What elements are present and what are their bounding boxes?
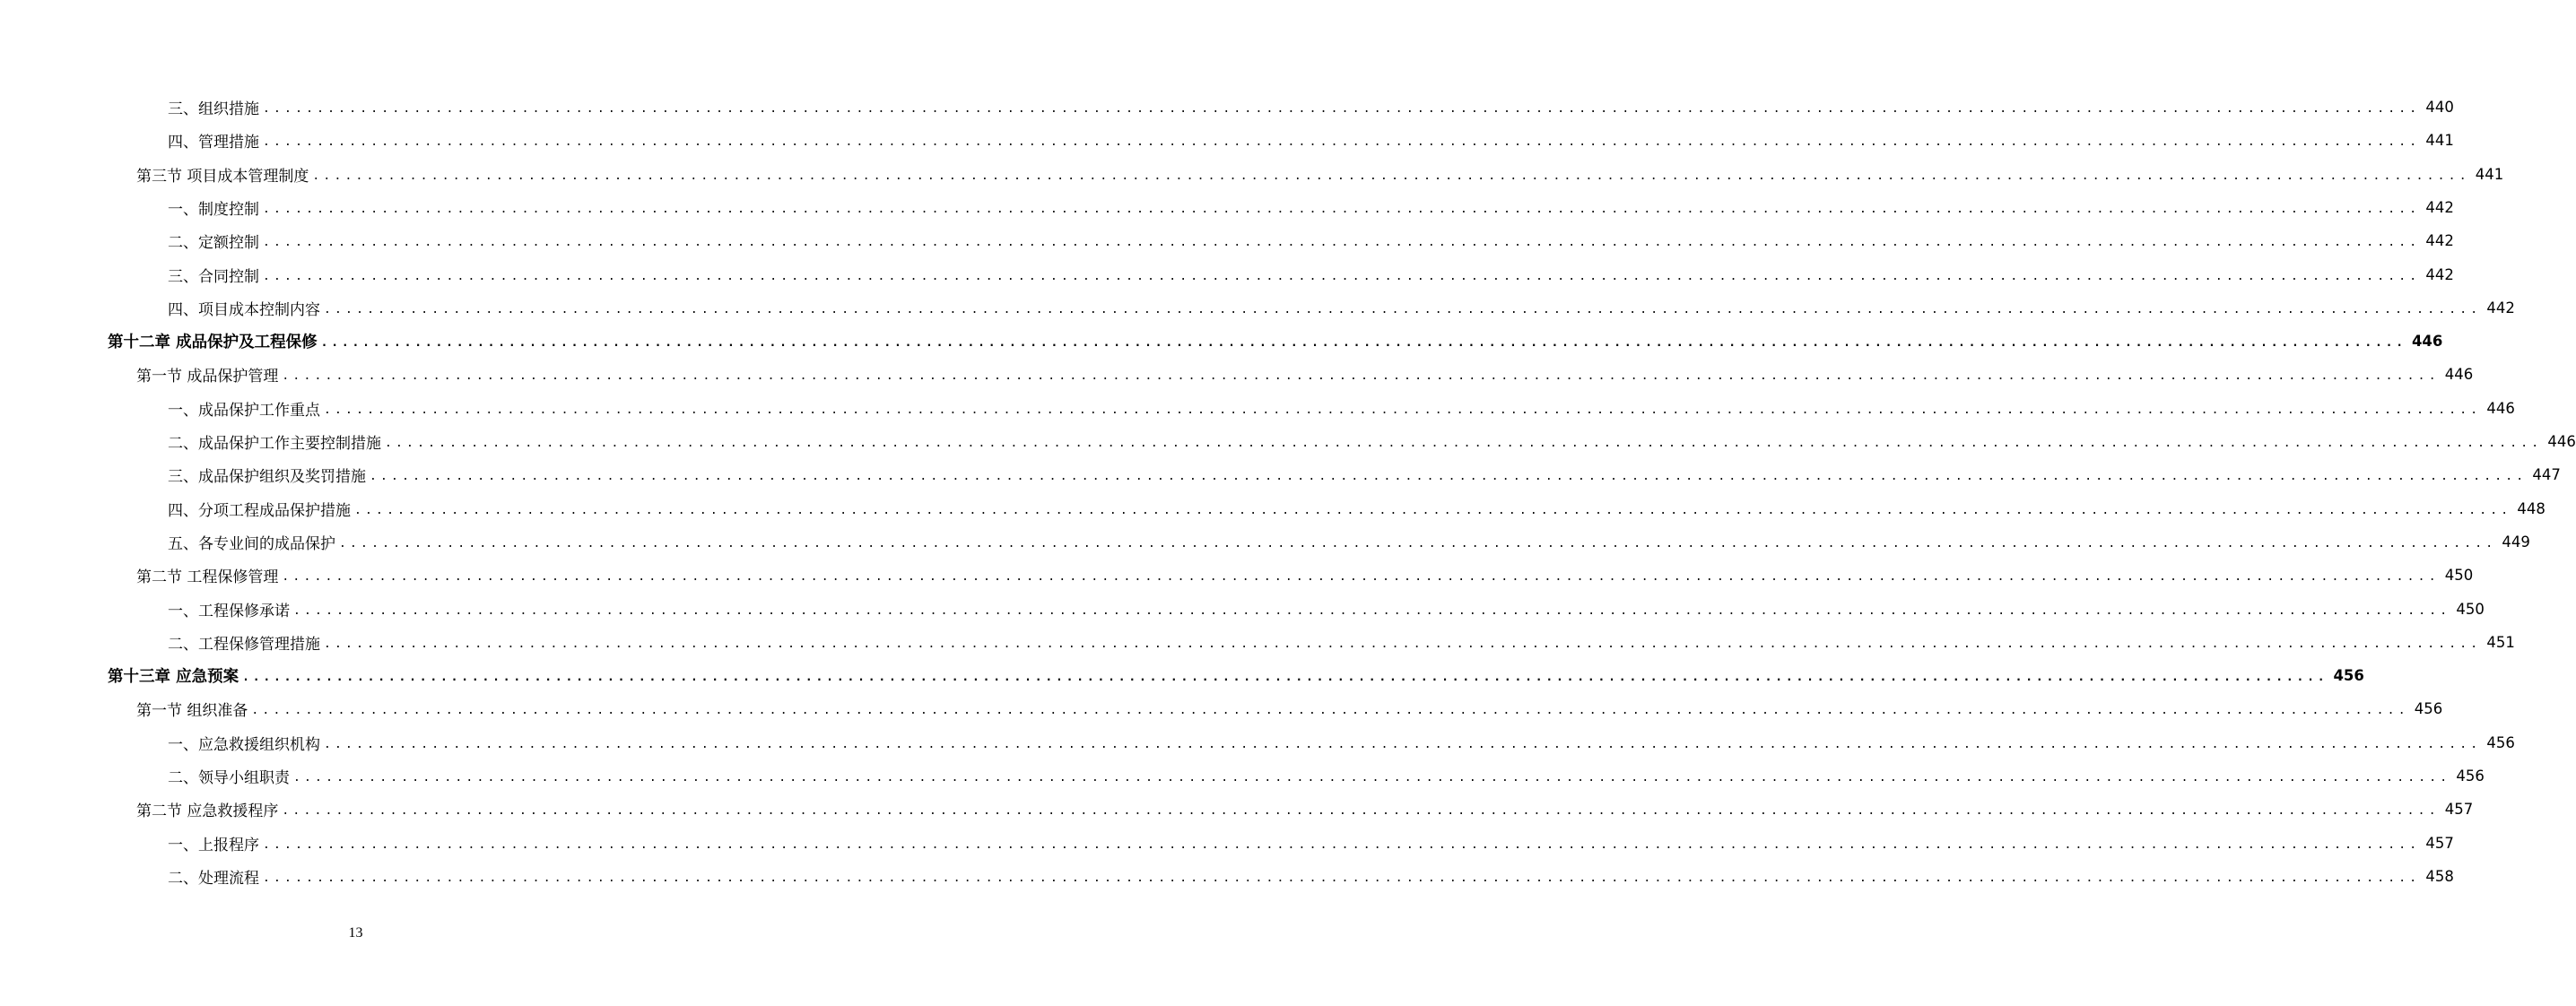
toc-dot-leader: ........................................................................................................................................................................................................ bbox=[324, 637, 2482, 651]
toc-dot-leader: ........................................................................................................................................................................................................ bbox=[324, 302, 2482, 317]
toc-entry-title: 四、项目成本控制内容 bbox=[168, 300, 320, 319]
toc-entry-title: 一、上报程序 bbox=[168, 836, 259, 854]
toc-dot-leader: ........................................................................................................................................................................................................ bbox=[370, 470, 2528, 484]
toc-entry-page: 446 bbox=[2486, 399, 2515, 417]
toc-item-entry[interactable] bbox=[168, 759, 2485, 793]
toc-item-entry[interactable] bbox=[168, 525, 2530, 559]
toc-item-entry[interactable] bbox=[168, 593, 2485, 626]
toc-dot-leader: ........................................................................................................................................................................................................ bbox=[263, 871, 2421, 885]
toc-entry-title: 二、处理流程 bbox=[168, 869, 259, 888]
toc-dot-leader: ........................................................................................................................................................................................................ bbox=[242, 671, 2328, 685]
toc-dot-leader: ........................................................................................................................................................................................................ bbox=[312, 169, 2470, 183]
toc-item-entry[interactable] bbox=[168, 827, 2454, 860]
toc-item-entry[interactable] bbox=[168, 458, 2561, 491]
toc-dot-leader: ........................................................................................................................................................................................................ bbox=[385, 437, 2543, 450]
toc-entry-title: 一、工程保修承诺 bbox=[168, 602, 290, 620]
toc-entry-title: 第二节 工程保修管理 bbox=[136, 568, 279, 587]
toc-entry-page: 442 bbox=[2425, 198, 2454, 216]
toc-section-entry[interactable] bbox=[136, 158, 2504, 191]
toc-item-entry[interactable] bbox=[168, 291, 2515, 325]
toc-entry-title: 一、成品保护工作重点 bbox=[168, 401, 320, 420]
toc-entry-page: 450 bbox=[2444, 567, 2474, 585]
toc-section-entry[interactable] bbox=[136, 692, 2443, 725]
toc-entry-page: 446 bbox=[2547, 433, 2576, 450]
toc-item-entry[interactable] bbox=[168, 191, 2454, 224]
toc-entry-page: 456 bbox=[2486, 733, 2515, 751]
toc-entry-page: 446 bbox=[2411, 333, 2443, 351]
toc-entry-title: 二、成品保护工作主要控制措施 bbox=[168, 435, 381, 453]
toc-entry-page: 446 bbox=[2444, 366, 2474, 384]
toc-dot-leader: ........................................................................................................................................................................................................ bbox=[251, 704, 2409, 718]
toc-entry-title: 四、管理措施 bbox=[168, 134, 259, 152]
toc-entry-page: 456 bbox=[2414, 700, 2443, 718]
toc-entry-title: 第二节 应急救援程序 bbox=[136, 802, 279, 821]
toc-entry-title: 二、领导小组职责 bbox=[168, 769, 290, 787]
toc-entry-title: 一、制度控制 bbox=[168, 200, 259, 219]
toc-entry-title: 三、成品保护组织及奖罚措施 bbox=[168, 468, 366, 487]
toc-entry-title: 第一节 组织准备 bbox=[136, 702, 248, 721]
toc-dot-leader: ........................................................................................................................................................................................................ bbox=[263, 837, 2421, 852]
toc-item-entry[interactable] bbox=[168, 224, 2454, 257]
toc-section-entry[interactable] bbox=[136, 358, 2474, 391]
toc-entry-title: 三、合同控制 bbox=[168, 267, 259, 286]
toc-entry-title: 第十二章 成品保护及工程保修 bbox=[108, 334, 318, 352]
toc-dot-leader: ........................................................................................................................................................................................................ bbox=[324, 737, 2482, 751]
toc-entry-title: 一、应急救援组织机构 bbox=[168, 735, 320, 754]
toc-entry-title: 第三节 项目成本管理制度 bbox=[136, 167, 309, 186]
toc-dot-leader: ........................................................................................................................................................................................................ bbox=[339, 536, 2497, 551]
toc-dot-leader: ........................................................................................................................................................................................................ bbox=[320, 336, 2406, 351]
toc-entry-page: 456 bbox=[2456, 768, 2485, 785]
toc-entry-page: 457 bbox=[2425, 834, 2454, 852]
toc-entry-page: 442 bbox=[2425, 232, 2454, 250]
toc-dot-leader: ........................................................................................................................................................................................................ bbox=[293, 771, 2451, 785]
page-number: 13 bbox=[348, 925, 363, 941]
toc-entry-page: 451 bbox=[2486, 633, 2515, 651]
toc-dot-leader: ........................................................................................................................................................................................................ bbox=[282, 804, 2440, 819]
toc-entry-page: 442 bbox=[2425, 265, 2454, 283]
toc-dot-leader: ........................................................................................................................................................................................................ bbox=[263, 135, 2421, 150]
toc-entry-page: 441 bbox=[2475, 165, 2504, 183]
toc-entry-title: 二、定额控制 bbox=[168, 234, 259, 253]
toc-item-entry[interactable] bbox=[168, 626, 2515, 659]
toc-dot-leader: ........................................................................................................................................................................................................ bbox=[263, 236, 2421, 250]
toc-section-entry[interactable] bbox=[136, 793, 2474, 826]
toc-dot-leader: ........................................................................................................................................................................................................ bbox=[282, 369, 2440, 384]
toc-entry-page: 447 bbox=[2532, 466, 2561, 484]
toc-item-entry[interactable] bbox=[168, 91, 2454, 124]
toc-dot-leader: ........................................................................................................................................................................................................ bbox=[293, 603, 2451, 618]
toc-entry-page: 440 bbox=[2425, 99, 2454, 116]
toc-item-entry[interactable] bbox=[168, 726, 2515, 759]
toc-dot-leader: ........................................................................................................................................................................................................ bbox=[263, 202, 2421, 216]
toc-entry-title: 三、组织措施 bbox=[168, 100, 259, 118]
toc-entry-page: 441 bbox=[2425, 132, 2454, 150]
toc-item-entry[interactable] bbox=[168, 258, 2454, 291]
toc-chapter-entry[interactable] bbox=[108, 659, 2364, 692]
toc-entry-page: 458 bbox=[2425, 867, 2454, 885]
toc-entry-page: 448 bbox=[2517, 499, 2546, 517]
toc-entry-title: 五、各专业间的成品保护 bbox=[168, 534, 335, 553]
toc-entry-title: 四、分项工程成品保护措施 bbox=[168, 501, 351, 520]
toc-entry-title: 第一节 成品保护管理 bbox=[136, 368, 279, 386]
toc-entry-page: 457 bbox=[2444, 801, 2474, 819]
toc-item-entry[interactable] bbox=[168, 492, 2546, 525]
toc-entry-page: 449 bbox=[2502, 533, 2530, 551]
toc-item-entry[interactable] bbox=[168, 425, 2576, 458]
toc-item-entry[interactable] bbox=[168, 124, 2454, 157]
toc-dot-leader: ........................................................................................................................................................................................................ bbox=[324, 403, 2482, 417]
toc-dot-leader: ........................................................................................................................................................................................................ bbox=[263, 269, 2421, 283]
toc-entry-page: 456 bbox=[2333, 667, 2364, 685]
toc-section-entry[interactable] bbox=[136, 559, 2474, 592]
toc-item-entry[interactable] bbox=[168, 860, 2454, 893]
toc-dot-leader: ........................................................................................................................................................................................................ bbox=[263, 102, 2421, 116]
toc-dot-leader: ........................................................................................................................................................................................................ bbox=[354, 503, 2512, 517]
toc-entry-title: 二、工程保修管理措施 bbox=[168, 635, 320, 654]
toc-chapter-entry[interactable] bbox=[108, 325, 2443, 358]
toc-dot-leader: ........................................................................................................................................................................................................ bbox=[282, 570, 2440, 585]
toc-entry-title: 第十三章 应急预案 bbox=[108, 668, 239, 687]
toc-entry-page: 442 bbox=[2486, 299, 2515, 317]
toc-item-entry[interactable] bbox=[168, 392, 2515, 425]
toc-entry-page: 450 bbox=[2456, 600, 2485, 618]
